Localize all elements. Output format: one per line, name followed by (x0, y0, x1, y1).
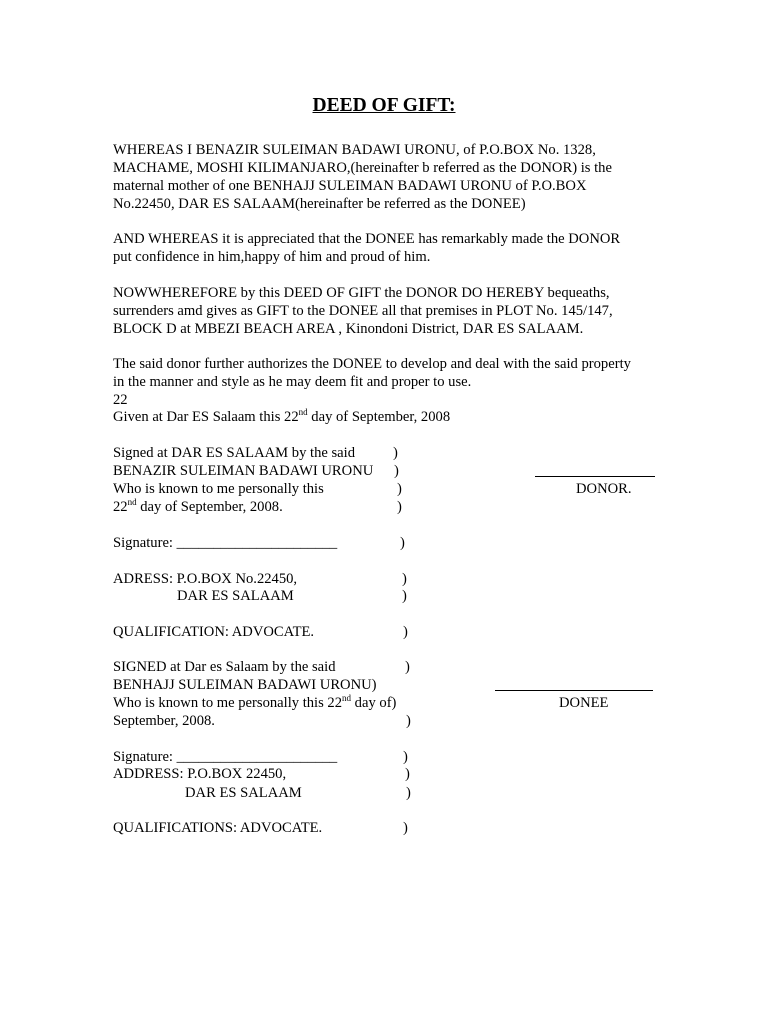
donor-signature-rule (535, 476, 655, 477)
operative-paragraph (113, 284, 658, 338)
text-line: 22 (113, 392, 128, 408)
donee-name-line: BENHAJJ SULEIMAN BADAWI URONU) (113, 677, 377, 693)
text-line: WHEREAS I BENAZIR SULEIMAN BADAWI URONU, of P.O.BOX No. 1328, (113, 142, 596, 158)
donee-signature-rule (495, 690, 653, 691)
bracket: ) (394, 463, 399, 479)
bracket: ) (405, 766, 410, 782)
donee-address-city: DAR ES SALAAM (185, 785, 302, 801)
donee-signed-line: SIGNED at Dar es Salaam by the said (113, 659, 336, 675)
known-text: Who is known to me personally this 22 (113, 695, 343, 711)
text-line: MACHAME, MOSHI KILIMANJARO,(hereinafter b referred as the DONOR) is the (113, 160, 612, 176)
text-line: in the manner and style as he may deem fit and proper to use. (113, 374, 472, 390)
donor-address-city: DAR ES SALAAM (177, 588, 294, 604)
donee-signature-line: Signature: ______________________ (113, 749, 338, 765)
bracket: ) (397, 499, 402, 515)
bracket: ) (400, 535, 405, 551)
text-line: maternal mother of one BENHAJJ SULEIMAN BADAWI URONU of P.O.BOX (113, 178, 587, 194)
given-date-line (113, 408, 450, 426)
donor-name-line: BENAZIR SULEIMAN BADAWI URONU (113, 463, 374, 479)
bracket: ) (402, 588, 407, 604)
bracket: ) (406, 713, 411, 729)
donor-role-label: DONOR. (576, 481, 632, 497)
donor-qualification: QUALIFICATION: ADVOCATE. (113, 624, 315, 640)
bracket: ) (406, 785, 411, 801)
text-line: AND WHEREAS it is appreciated that the DONEE has remarkably made the DONOR (113, 231, 621, 247)
donee-address-line: ADDRESS: P.O.BOX 22450, (113, 766, 287, 782)
donee-date-line: September, 2008. (113, 713, 215, 729)
recital-paragraph-2 (113, 230, 658, 266)
date-text-end: day of September, 2008. (136, 499, 283, 515)
donor-known-line: Who is known to me personally this (113, 481, 324, 497)
bracket: ) (397, 481, 402, 497)
text-line: The said donor further authorizes the DONEE to develop and deal with the said property (113, 356, 631, 372)
text-line: surrenders amd gives as GIFT to the DONEE all that premises in PLOT No. 145/147, (113, 303, 613, 319)
text-line: put confidence in him,happy of him and proud of him. (113, 249, 431, 265)
bracket: ) (402, 571, 407, 587)
known-text-end: day of) (351, 695, 397, 711)
text-line: No.22450, DAR ES SALAAM(hereinafter be referred as the DONEE) (113, 196, 526, 212)
bracket: ) (403, 820, 408, 836)
recital-paragraph-1 (113, 141, 658, 213)
ordinal-suffix: nd (298, 407, 308, 417)
donee-qualification: QUALIFICATIONS: ADVOCATE. (113, 820, 323, 836)
donee-known-line (113, 694, 396, 712)
given-text: Given at Dar ES Salaam this 22 (113, 409, 299, 425)
text-line: NOWWHEREFORE by this DEED OF GIFT the DONOR DO HEREBY bequeaths, (113, 285, 610, 301)
document-title: DEED OF GIFT: (312, 95, 456, 116)
authorization-paragraph (113, 355, 658, 409)
donor-signature-line: Signature: ______________________ (113, 535, 338, 551)
bracket: ) (403, 624, 408, 640)
given-text-end: day of September, 2008 (307, 409, 451, 425)
bracket: ) (403, 749, 408, 765)
date-text: 22 (113, 499, 128, 515)
donee-role-label: DONEE (559, 695, 609, 711)
donor-address-line: ADRESS: P.O.BOX No.22450, (113, 571, 298, 587)
ordinal-suffix: nd (342, 693, 352, 703)
text-line: BLOCK D at MBEZI BEACH AREA , Kinondoni District, DAR ES SALAAM. (113, 321, 584, 337)
donor-date-line (113, 498, 283, 516)
ordinal-suffix: nd (127, 497, 137, 507)
bracket: ) (393, 445, 398, 461)
bracket: ) (405, 659, 410, 675)
donor-signed-line: Signed at DAR ES SALAAM by the said (113, 445, 356, 461)
